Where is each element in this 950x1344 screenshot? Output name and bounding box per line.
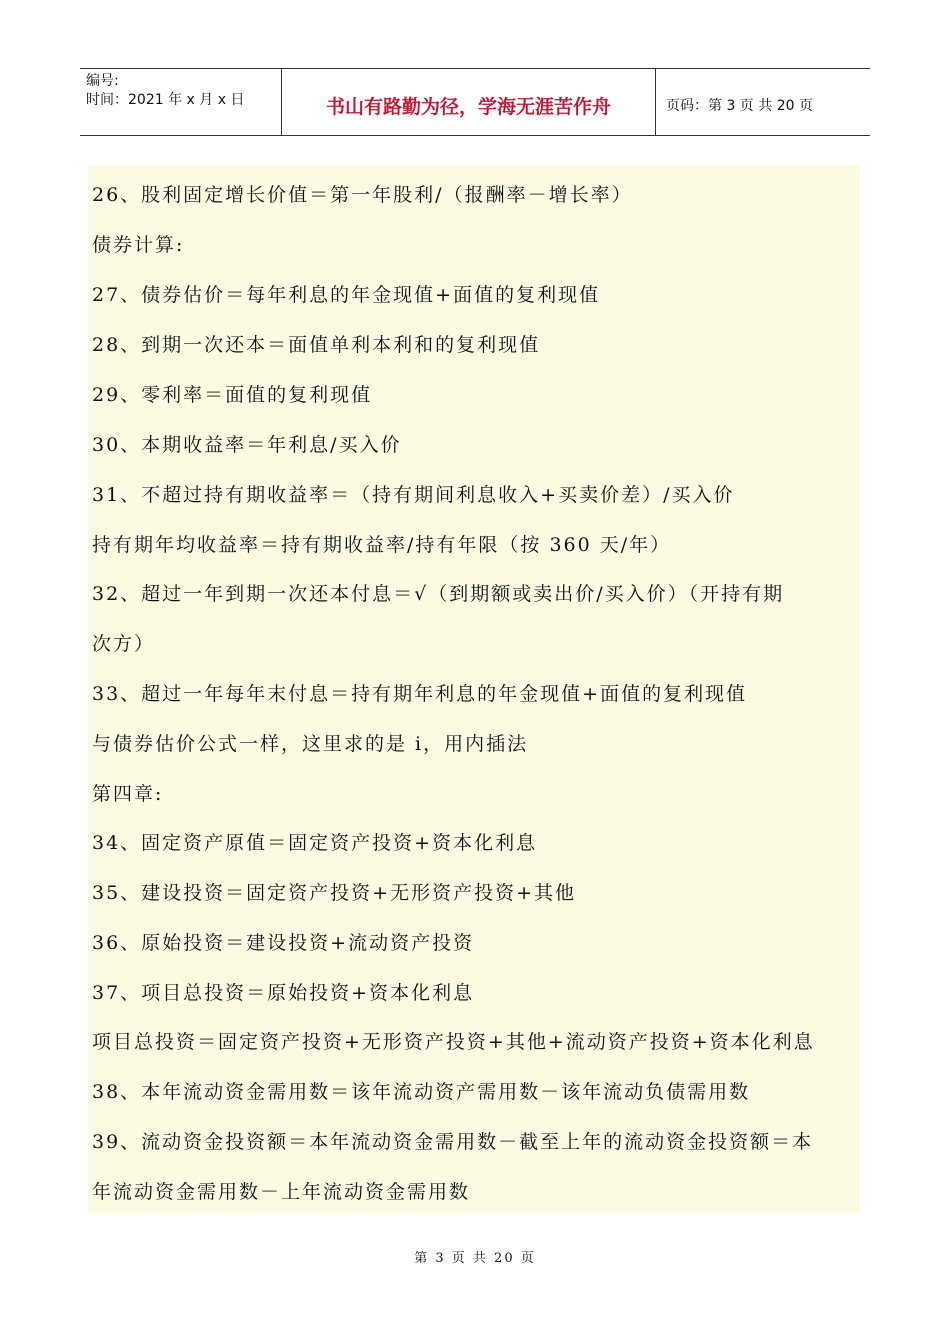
text-line: 持有期年均收益率＝持有期收益率/持有年限（按 360 天/年） bbox=[92, 534, 672, 556]
text-line: 26、股利固定增长价值＝第一年股利/（报酬率－增长率） bbox=[92, 184, 633, 206]
text-line: 28、到期一次还本＝面值单利本利和的复利现值 bbox=[92, 334, 541, 356]
text-line: 36、原始投资＝建设投资+流动资产投资 bbox=[92, 932, 475, 954]
text-line: 项目总投资＝固定资产投资+无形资产投资+其他+流动资产投资+资本化利息 bbox=[92, 1031, 815, 1053]
text-line: 33、超过一年每年末付息＝持有期年利息的年金现值+面值的复利现值 bbox=[92, 683, 748, 705]
time-label: 时间：2021 年 x 月 x 日 bbox=[86, 92, 245, 108]
content-area bbox=[88, 165, 860, 1213]
text-line: 34、固定资产原值＝固定资产投资+资本化利息 bbox=[92, 832, 538, 854]
text-line: 债券计算: bbox=[92, 234, 185, 256]
text-line: 与债券估价公式一样，这里求的是 i，用内插法 bbox=[92, 733, 529, 755]
text-line: 39、流动资金投资额＝本年流动资金需用数－截至上年的流动资金投资额＝本 bbox=[92, 1131, 814, 1153]
header-page-info: 页码：第 3 页 共 20 页 bbox=[666, 98, 813, 114]
text-line: 31、不超过持有期收益率＝（持有期间利息收入+买卖价差）/买入价 bbox=[92, 484, 735, 506]
text-line: 37、项目总投资＝原始投资+资本化利息 bbox=[92, 982, 475, 1004]
text-line: 年流动资金需用数－上年流动资金需用数 bbox=[92, 1181, 471, 1203]
header-meta bbox=[80, 69, 282, 135]
text-line: 次方） bbox=[92, 633, 156, 655]
text-line: 32、超过一年到期一次还本付息＝√（到期额或卖出价/买入价）（开持有期 bbox=[92, 583, 785, 605]
text-line: 35、建设投资＝固定资产投资+无形资产投资+其他 bbox=[92, 882, 577, 904]
page-footer: 第 3 页 共 20 页 bbox=[414, 1251, 536, 1266]
text-line: 第四章: bbox=[92, 783, 164, 805]
number-label: 编号: bbox=[86, 73, 119, 89]
text-line: 29、零利率＝面值的复利现值 bbox=[92, 384, 373, 406]
page-header bbox=[80, 68, 870, 136]
header-motto: 书山有路勤为径，学海无涯苦作舟 bbox=[282, 69, 656, 135]
text-line: 38、本年流动资金需用数＝该年流动资产需用数－该年流动负债需用数 bbox=[92, 1081, 751, 1103]
text-line: 30、本期收益率＝年利息/买入价 bbox=[92, 434, 402, 456]
text-line: 27、债券估价＝每年利息的年金现值+面值的复利现值 bbox=[92, 284, 601, 306]
